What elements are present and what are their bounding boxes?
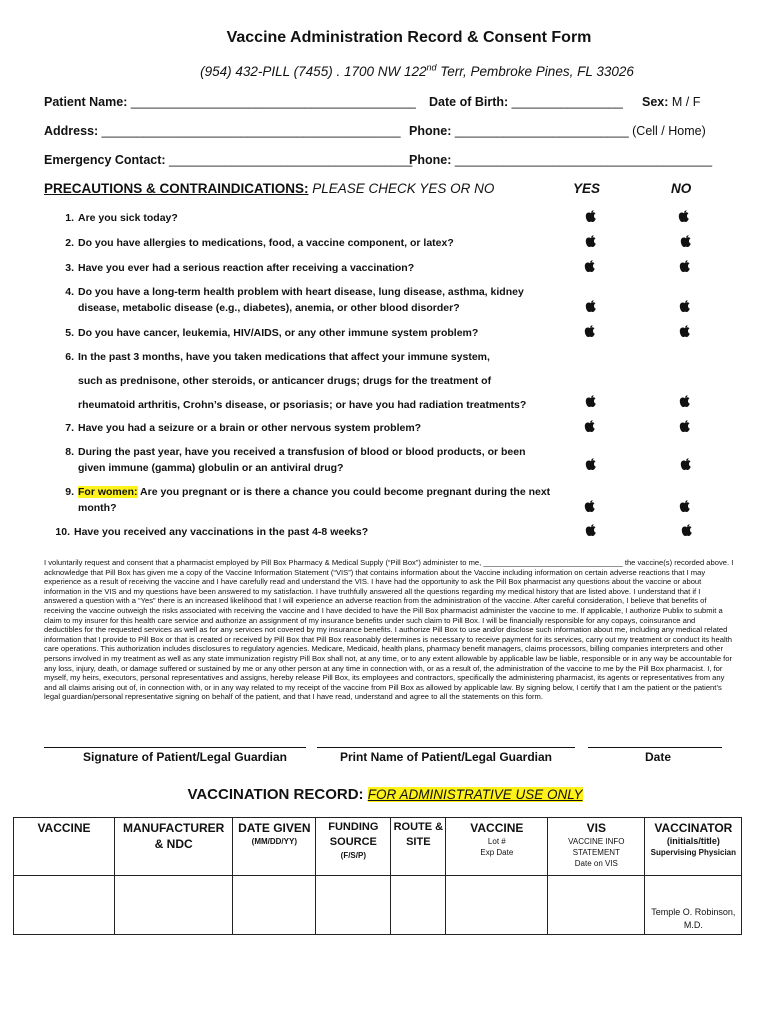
col-route-label: ROUTE & SITE <box>393 821 444 848</box>
question-1-line <box>56 210 178 226</box>
table-header-row <box>14 818 742 876</box>
apple-icon <box>678 209 690 223</box>
question-5-yes-checkbox[interactable] <box>584 324 596 340</box>
question-text: rheumatoid arthritis, Crohn’s disease, or psoriasis; or have you had radiation treatments? <box>78 399 527 411</box>
consent-paragraph: I voluntarily request and consent that a pharmacist employed by Pill Box Pharmacy & Medical Supply (“Pill Box”) administer to me, _________________________________ the vaccine(s) recorded above. I acknowledge that Pill Box has given me a copy of the Vaccine Information Statement (“VIS”) that contains information about the Vaccine including information on certain adverse reactions that I may experience as a result of receiving the vaccine and I have carefully read and understand the VIS. I have had the opportunity to ask the Pill Box pharmacist any questions about the vaccine or about information in the VIS and my questions have been answered to my satisfaction. I have truthfully answered all the questions regarding my medical history that are listed above. I understand that if I answered a question with a “Yes” there is an increased likelihood that I will experience an adverse reaction from the administration of the vaccine. After careful consideration, I believe that benefits of receiving the vaccine outweigh the risks associated with receiving the vaccine and I have decided to have the Pill Box pharmacist administer the vaccine to me. If applicable, I authorize Publix to submit a claim to my insurer for this health care service and authorize an assignment of my insurance benefits under such claim to Pill Box. I will be financially responsible for any copays, coinsurance and deductibles for the requested services as well as for any services not covered by my insurance benefits. I authorize Pill Box to use and/or disclose such information about me, including any medical related information that I provide to Pill Box or that is created or received by Pill Box that Pill Box reasonably determines is necessary to receive payment for its services, carry out my treatment or conduct its health care operations. This authorization includes disclosures to regulatory agencies. Medicare, Medicaid, health plans, pharmacy benefit managers, claims processors, billing companies interpreters and other persons involved in my treatment as well as any state immunization registry Pill Box shall not, at any time, or to any extent allowable by applicable law be liable, responsible or in any way be accountable for any loss, injury, death, or damage suffered or sustained by me or any other person at any time in connection with, or as a result of, the administration of the vaccine to me by the Pill Box pharmacist. I, for myself, my heirs, executors, personal representatives and assigns, hereby release Pill Box, its employees and contractors, specifically the administering pharmacist, its agents or representatives from any and all claims arising out of, in connection with, or in any way related to my receipt of the vaccine from Pill Box as allowed by applicable law. By signing below, I certify that I am the patient or the patient’s legal guardian/personal representative signing on behalf of the patient, and that I have read, understand and agree to all the statements on this form. <box>44 558 734 702</box>
col-route-site <box>391 818 446 876</box>
col-vis-date-sub: Date on VIS <box>574 859 618 868</box>
col-vaccine-lot-label: VACCINE <box>470 821 524 835</box>
question-4-line <box>56 284 524 300</box>
question-9-yes-checkbox[interactable] <box>584 499 596 515</box>
phone-field[interactable] <box>409 124 706 138</box>
question-text: disease, metabolic disease (e.g., diabetes), anemia, or other blood disorder? <box>78 302 460 314</box>
apple-icon <box>679 324 691 338</box>
yes-column-header: YES <box>573 181 601 196</box>
col-vis <box>548 818 645 876</box>
col-funding-source <box>316 818 391 876</box>
cell-vaccinator[interactable] <box>645 876 742 935</box>
signature-line[interactable] <box>44 747 306 748</box>
date-label: Date <box>644 750 671 764</box>
question-6-no-checkbox[interactable] <box>679 394 691 410</box>
question-6-yes-checkbox[interactable] <box>585 394 597 410</box>
address-field[interactable] <box>44 124 401 138</box>
question-8-yes-checkbox[interactable] <box>585 457 597 473</box>
pharmacy-contact-text: (954) 432-PILL (7455) . 1700 NW 122nd Terr, Pembroke Pines, FL 33026 <box>200 62 634 79</box>
question-number: 6. <box>65 351 74 363</box>
question-text: Have you had a seizure or a brain or other nervous system problem? <box>78 422 422 434</box>
apple-icon <box>584 259 596 273</box>
apple-icon <box>679 499 691 513</box>
question-5-line <box>56 325 478 341</box>
question-1-no-checkbox[interactable] <box>678 209 690 225</box>
question-number: 3. <box>65 262 74 274</box>
question-text: month? <box>78 502 117 514</box>
cell-route[interactable] <box>391 876 446 935</box>
question-5-no-checkbox[interactable] <box>679 324 691 340</box>
question-1-yes-checkbox[interactable] <box>585 209 597 225</box>
question-text: During the past year, have you received a transfusion of blood or blood products, or been <box>78 446 526 458</box>
table-row <box>14 876 742 935</box>
apple-icon <box>679 299 691 313</box>
question-number: 9. <box>65 486 74 498</box>
question-number: 7. <box>65 422 74 434</box>
supervising-physician-name: Temple O. Robinson, M.D. <box>651 907 736 930</box>
question-2-line <box>56 235 454 251</box>
question-text: Have you ever had a serious reaction after receiving a vaccination? <box>78 262 415 274</box>
col-date-given-label: DATE GIVEN <box>238 821 311 835</box>
dob-label: Date of Birth: <box>429 95 509 109</box>
question-6-line <box>56 397 526 413</box>
question-9-line <box>56 484 550 500</box>
sex-field[interactable] <box>642 95 700 109</box>
col-supervising-sub: Supervising Physician <box>650 848 737 857</box>
question-text: Do you have a long-term health problem with heart disease, lung disease, asthma, kidney <box>78 286 524 298</box>
question-10-line <box>52 524 368 540</box>
print-name-line[interactable] <box>317 747 575 748</box>
question-4-line <box>56 300 460 316</box>
apple-icon <box>679 259 691 273</box>
apple-icon <box>585 523 597 537</box>
emergency-contact-field[interactable] <box>44 153 412 167</box>
form-title: Vaccine Administration Record & Consent Form <box>226 29 592 46</box>
address-label: Address: <box>44 124 99 138</box>
patient-name-line[interactable]: _________________________________________ <box>130 95 416 109</box>
cell-vis[interactable] <box>548 876 645 935</box>
emergency-phone-line[interactable]: _____________________________________ <box>454 153 713 167</box>
patient-name-label: Patient Name: <box>44 95 128 109</box>
apple-icon <box>584 499 596 513</box>
apple-icon <box>585 209 597 223</box>
apple-icon <box>585 234 597 248</box>
question-number: 8. <box>65 446 74 458</box>
apple-icon <box>679 394 691 408</box>
precautions-instruction: PLEASE CHECK YES OR NO <box>312 181 495 196</box>
col-vaccinator-sub: (initials/title) <box>666 836 720 846</box>
question-10-yes-checkbox[interactable] <box>585 523 597 539</box>
precautions-title: PRECAUTIONS & CONTRAINDICATIONS: <box>44 181 309 196</box>
question-3-no-checkbox[interactable] <box>679 259 691 275</box>
question-text: Do you have allergies to medications, food, a vaccine component, or latex? <box>78 237 454 249</box>
date-line[interactable] <box>588 747 722 748</box>
question-2-yes-checkbox[interactable] <box>585 234 597 250</box>
question-7-line <box>56 420 421 436</box>
phone-type: (Cell / Home) <box>632 124 706 138</box>
question-text: given immune (gamma) globulin or an antiviral drug? <box>78 462 344 474</box>
phone-label: Phone: <box>409 124 452 138</box>
dob-field[interactable] <box>429 95 623 109</box>
question-6-line <box>56 373 491 389</box>
apple-icon <box>681 523 693 537</box>
col-vaccine <box>14 818 115 876</box>
question-7-yes-checkbox[interactable] <box>584 419 596 435</box>
col-lot-sub: Lot # <box>487 837 506 846</box>
cell-manufacturer[interactable] <box>115 876 233 935</box>
question-text: Are you pregnant or is there a chance you could become pregnant during the next <box>137 486 551 498</box>
dob-line[interactable]: ________________ <box>511 95 623 109</box>
cell-date-given[interactable] <box>233 876 316 935</box>
question-6-line <box>56 349 490 365</box>
question-10-no-checkbox[interactable] <box>681 523 693 539</box>
question-text: Are you sick today? <box>78 212 178 224</box>
col-funding-label: FUNDING SOURCE <box>328 821 379 848</box>
vaccination-record-title: VACCINATION RECORD: <box>187 786 364 803</box>
col-exp-sub: Exp Date <box>480 848 514 857</box>
question-9-no-checkbox[interactable] <box>679 499 691 515</box>
apple-icon <box>680 234 692 248</box>
question-text: such as prednisone, other steroids, or anticancer drugs; drugs for the treatment of <box>78 375 492 387</box>
question-highlight: For women: <box>78 486 138 498</box>
admin-use-note: FOR ADMINISTRATIVE USE ONLY <box>367 787 583 802</box>
col-funding-sub: (F/S/P) <box>340 851 366 860</box>
col-vis-label: VIS <box>586 821 606 835</box>
vaccination-record-heading <box>0 786 770 803</box>
apple-icon <box>680 457 692 471</box>
no-column-header: NO <box>671 181 692 196</box>
question-9-line <box>56 500 117 516</box>
question-text: Have you received any vaccinations in the past 4-8 weeks? <box>74 526 369 538</box>
col-date-given-sub: (MM/DD/YY) <box>251 837 297 846</box>
patient-name-field[interactable] <box>44 95 416 109</box>
question-number: 4. <box>65 286 74 298</box>
question-4-no-checkbox[interactable] <box>679 299 691 315</box>
cell-funding[interactable] <box>316 876 391 935</box>
question-number: 2. <box>65 237 74 249</box>
col-vaccinator-label: VACCINATOR <box>654 821 733 835</box>
col-vaccine-lot <box>446 818 548 876</box>
apple-icon <box>585 299 597 313</box>
apple-icon <box>679 419 691 433</box>
sex-options[interactable]: M / F <box>671 95 701 109</box>
question-text: Do you have cancer, leukemia, HIV/AIDS, or any other immune system problem? <box>78 327 479 339</box>
vaccination-record-table <box>13 817 742 935</box>
apple-icon <box>584 324 596 338</box>
emergency-phone-field[interactable] <box>409 153 712 167</box>
question-7-no-checkbox[interactable] <box>679 419 691 435</box>
phone-line[interactable]: _________________________ <box>454 124 629 138</box>
col-vis-sub: VACCINE INFO STATEMENT <box>568 837 625 857</box>
precautions-heading <box>44 181 494 196</box>
col-manufacturer <box>115 818 233 876</box>
question-4-yes-checkbox[interactable] <box>585 299 597 315</box>
address-line[interactable]: ___________________________________________ <box>101 124 401 138</box>
col-vaccinator <box>645 818 742 876</box>
apple-icon <box>585 457 597 471</box>
emergency-contact-line[interactable]: ___________________________________ <box>169 153 413 167</box>
cell-lot[interactable] <box>446 876 548 935</box>
col-manufacturer-label: MANUFACTURER & NDC <box>123 821 225 851</box>
question-3-line <box>56 260 414 276</box>
emergency-phone-label: Phone: <box>409 153 452 167</box>
signature-label: Signature of Patient/Legal Guardian <box>82 750 288 764</box>
sex-label: Sex: <box>642 95 669 109</box>
print-name-label: Print Name of Patient/Legal Guardian <box>339 750 553 764</box>
question-number: 1. <box>65 212 74 224</box>
emergency-contact-label: Emergency Contact: <box>44 153 166 167</box>
question-3-yes-checkbox[interactable] <box>584 259 596 275</box>
question-8-line <box>56 460 343 476</box>
question-2-no-checkbox[interactable] <box>680 234 692 250</box>
cell-vaccine[interactable] <box>14 876 115 935</box>
question-8-no-checkbox[interactable] <box>680 457 692 473</box>
pharmacy-contact-line <box>0 62 770 79</box>
col-date-given <box>233 818 316 876</box>
apple-icon <box>584 419 596 433</box>
col-vaccine-label: VACCINE <box>37 821 91 835</box>
apple-icon <box>585 394 597 408</box>
question-8-line <box>56 444 526 460</box>
question-number: 10. <box>55 526 70 538</box>
question-text: In the past 3 months, have you taken medications that affect your immune system, <box>78 351 490 363</box>
question-number: 5. <box>65 327 74 339</box>
